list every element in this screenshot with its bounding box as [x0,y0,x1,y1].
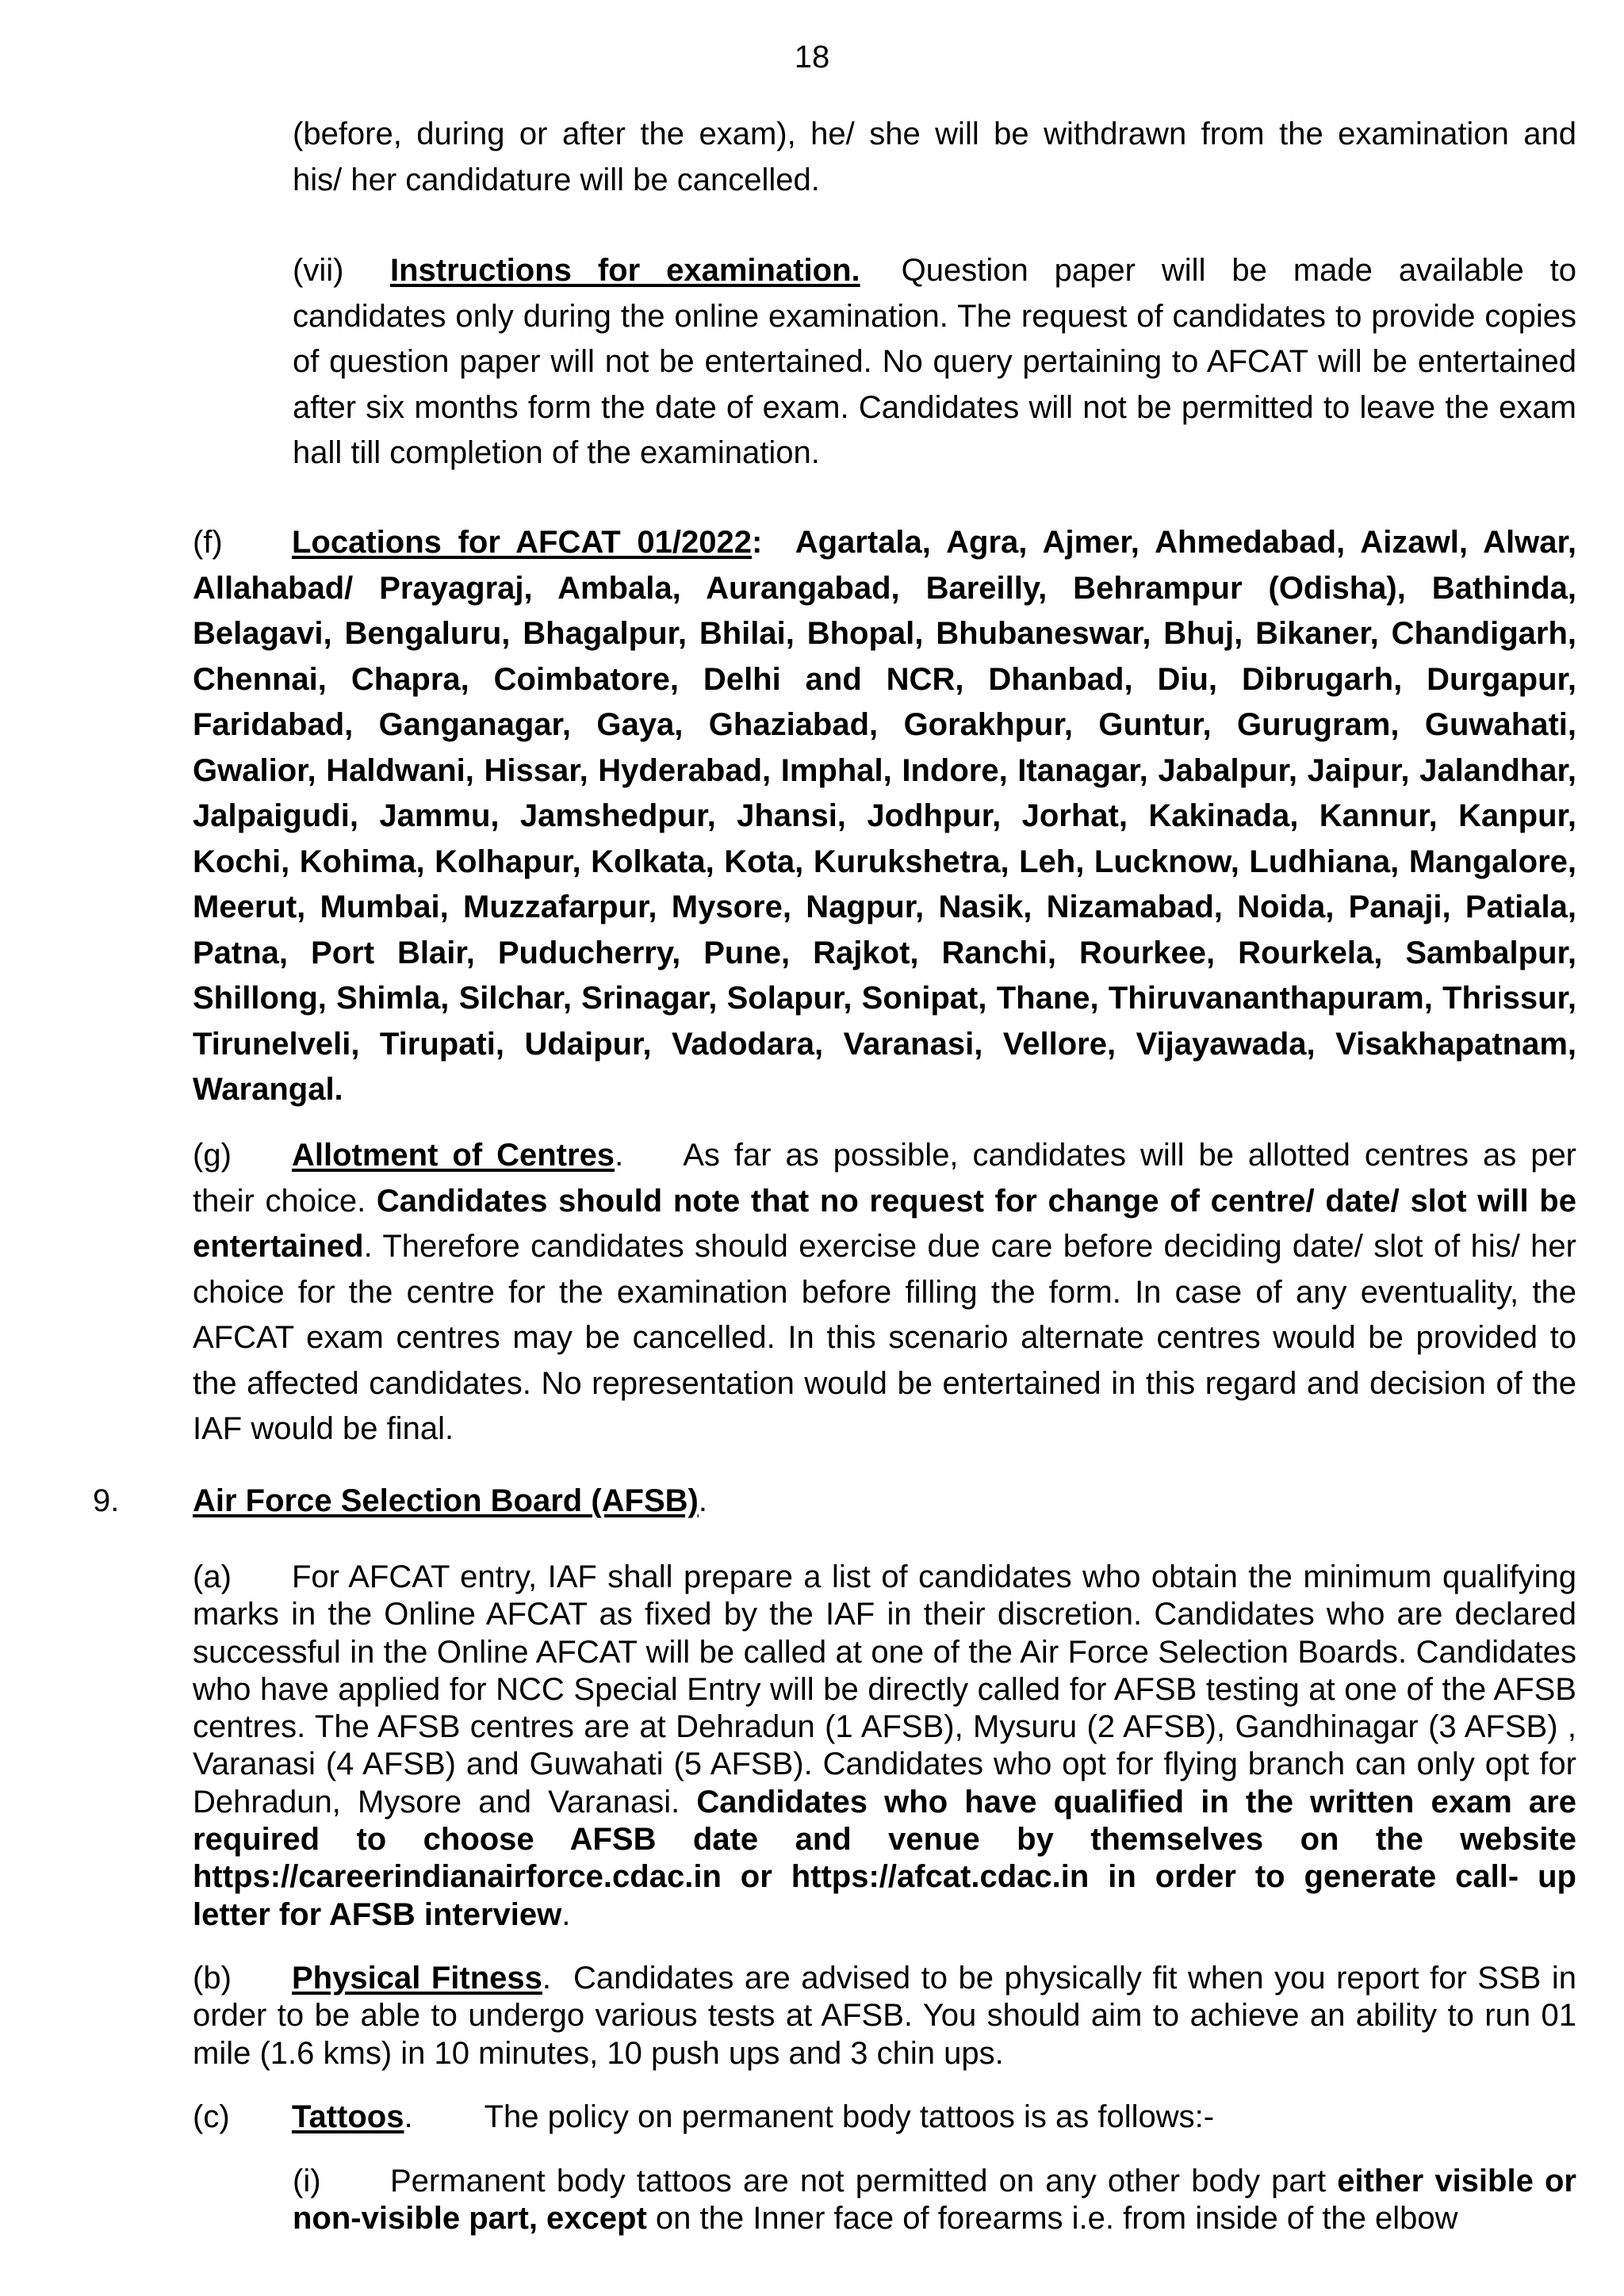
paragraph-g-text-2: . Therefore candidates should exercise due care before deciding date/ slot of his/ her choice for the centre for the examination before filling the form. In case of any eventuality, the AFCAT exam centres may be cancelled. In this scenario alternate centres would be provided to the affected candidates. No representation would be entertained in this regard and decision of the IAF would be final. [193,1229,1576,1446]
paragraph-f-locations [193,520,1576,1113]
paragraph-g-heading: Allotment of Centres [292,1138,615,1173]
paragraph-9b-label: (b) [193,1961,232,1996]
paragraph-9a-label: (a) [193,1559,232,1594]
paragraph-9c-i-text-1: Permanent body tattoos are not permitted on any other body part [390,2164,1327,2198]
section-9-period: . [698,1483,707,1518]
paragraph-vii-heading: Instructions for examination. [390,253,860,288]
paragraph-f-heading: Locations for AFCAT 01/2022 [292,525,752,560]
paragraph-f-label: (f) [193,525,223,560]
paragraph-9c-i-bold: either visible or non-visible part, except [293,2164,1576,2237]
paragraph-vii-label: (vii) [293,253,344,288]
paragraph-9c-tattoos [193,2099,1576,2136]
paragraph-9c-period: . [404,2099,413,2134]
paragraph-9c-heading: Tattoos [292,2099,404,2134]
paragraph-9c-i-text-2: on the Inner face of forearms i.e. from inside of the elbow [655,2201,1458,2237]
paragraph-9a-bold-note: Candidates who have qualified in the written exam are required to choose AFSB date and venue by themselves on the website https://careerindianairforce.cdac.in or https://afcat.cdac.in in order to generate call- up letter for AFSB interview [193,1784,1576,1932]
section-9-title: Air Force Selection Board (AFSB) [193,1483,699,1518]
paragraph-9b-physical-fitness [193,1960,1576,2072]
section-9-heading [93,1479,1576,1525]
page-number: 18 [794,40,830,75]
paragraph-g-bold-note: Candidates should note that no request for change of centre/ date/ slot will be entertained [193,1183,1576,1264]
paragraph-9c-i-label: (i) [293,2164,321,2198]
paragraph-9a-text: For AFCAT entry, IAF shall prepare a list of candidates who obtain the minimum qualifying marks in the Online AFCAT as fixed by the IAF in their discretion. Candidates who are declared successful in the Online AFCAT will be called at one of the Air Force Selection Boards. Candidates who have applied for NCC Special Entry will be directly called for AFSB testing at one of the AFSB centres. The AFSB centres are at Dehradun (1 AFSB), Mysuru (2 AFSB), Gandhinagar (3 AFSB) , Varanasi (4 AFSB) and Guwahati (5 AFSB). Candidates who opt for flying branch can only opt for Dehradun, Mysore and Varanasi. [193,1559,1576,1820]
paragraph-9a-end: . [561,1896,571,1932]
continuation-paragraph [293,112,1576,203]
paragraph-9a [193,1559,1576,1934]
paragraph-9b-period: . [542,1961,551,1996]
paragraph-9c-label: (c) [193,2099,230,2134]
paragraph-vii-body: Question paper will be made available to candidates only during the online examination. The request of candidates to provide copies of question paper will not be entertained. No query pertaining to AFCAT will be entertained after six months form the date of exam. Candidates will not be permitted to leave the exam hall till completion of the examination. [293,253,1576,470]
paragraph-g-label: (g) [193,1138,232,1173]
section-9-number: 9. [93,1483,120,1518]
paragraph-g-period: . [615,1138,624,1173]
continuation-line-1: (before, during or after the exam), he/ she will be withdrawn from the examination and [293,117,1576,151]
paragraph-g-text-1: As far as possible, candidates will be allotted centres as per their choice. [193,1138,1577,1219]
paragraph-9c-text: The policy on permanent body tattoos is as follows:- [484,2099,1215,2134]
paragraph-f-colon: : [752,525,763,560]
paragraph-9b-heading: Physical Fitness [292,1961,542,1996]
locations-list: Agartala, Agra, Ajmer, Ahmedabad, Aizawl, Alwar, Allahabad/ Prayagraj, Ambala, Aurangabad, Bareilly, Behrampur (Odisha), Bathinda, Belagavi, Bengaluru, Bhagalpur, Bhilai, Bhopal, Bhubaneswar, Bhuj, Bikaner, Chandigarh, Chennai, Chapra, Coimbatore, Delhi and NCR, Dhanbad, Diu, Dibrugarh, Durgapur, Faridabad, Ganganagar, Gaya, Ghaziabad, Gorakhpur, Guntur, Gurugram, Guwahati, Gwalior, Haldwani, Hissar, Hyderabad, Imphal, Indore, Itanagar, Jabalpur, Jaipur, Jalandhar, Jalpaigudi, Jammu, Jamshedpur, Jhansi, Jodhpur, Jorhat, Kakinada, Kannur, Kanpur, Kochi, Kohima, Kolhapur, Kolkata, Kota, Kurukshetra, Leh, Lucknow, Ludhiana, Mangalore, Meerut, Mumbai, Muzzafarpur, Mysore, Nagpur, Nasik, Nizamabad, Noida, Panaji, Patiala, Patna, Port Blair, Puducherry, Pune, Rajkot, Ranchi, Rourkee, Rourkela, Sambalpur, Shillong, Shimla, Silchar, Srinagar, Solapur, Sonipat, Thane, Thiruvananthapuram, Thrissur, Tirunelveli, Tirupati, Udaipur, Vadodara, Varanasi, Vellore, Vijayawada, Visakhapatnam, Warangal. [193,525,1576,1107]
paragraph-vii [293,248,1576,476]
paragraph-9c-i [293,2163,1576,2238]
paragraph-9b-text: Candidates are advised to be physically fit when you report for SSB in order to be able to undergo various tests at AFSB. You should aim to achieve an ability to run 01 mile (1.6 kms) in 10 minutes, 10 push ups and 3 chin ups. [193,1961,1576,2071]
paragraph-g-allotment [193,1133,1576,1452]
continuation-line-2: his/ her candidature will be cancelled. [293,162,820,197]
